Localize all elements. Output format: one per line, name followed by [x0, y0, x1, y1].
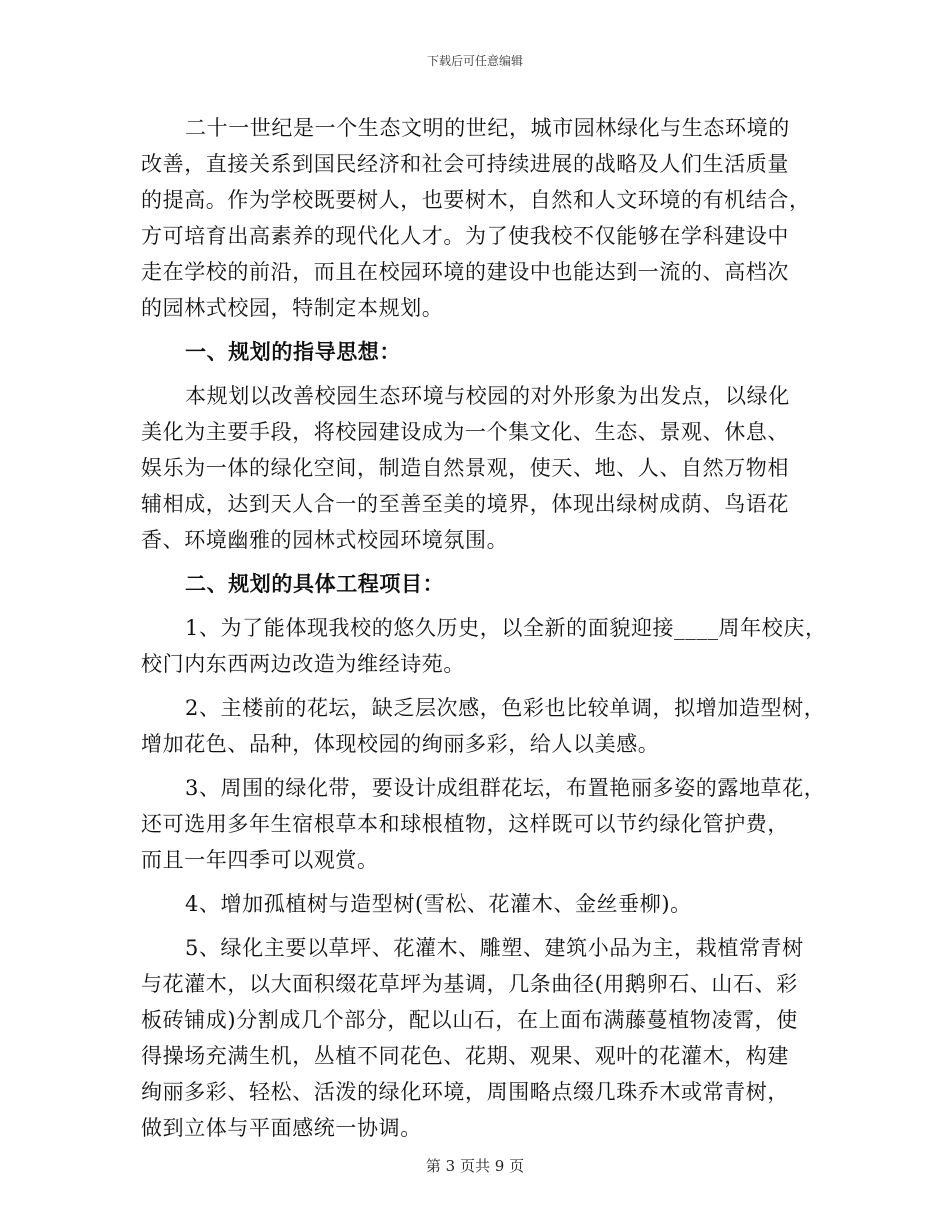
paragraph-line: 3、周围的绿化带，要设计成组群花坛，布置艳丽多姿的露地草花，	[185, 776, 826, 800]
project-item-4	[141, 886, 831, 922]
page-header: 下载后可任意编辑	[426, 54, 523, 68]
page-footer: 第 3 页共 9 页	[425, 1157, 525, 1175]
paragraph-line: 与花灌木，以大面积缀花草坪为基调，几条曲径(用鹅卵石、山石、彩	[141, 972, 798, 996]
paragraph-line: 4、增加孤植树与造型树(雪松、花灌木、金丝垂柳)。	[185, 892, 692, 916]
paragraph-line: 板砖铺成)分割成几个部分，配以山石，在上面布满藤蔓植物凌霄，使	[141, 1008, 798, 1032]
paragraph-line: 绚丽多彩、轻松、活泼的绿化环境，周围略点缀几珠乔木或常青树，	[141, 1080, 789, 1104]
paragraph-line: 娱乐为一体的绿化空间，制造自然景观，使天、地、人、自然万物相	[141, 456, 789, 480]
paragraph-line: 做到立体与平面感统一协调。	[141, 1116, 422, 1140]
guiding-ideology-paragraph	[141, 378, 831, 558]
project-item-2	[141, 690, 831, 762]
paragraph-line: 本规划以改善校园生态环境与校园的对外形象为出发点，以绿化	[185, 384, 790, 408]
section-heading-guiding-ideology: 一、规划的指导思想：	[185, 339, 401, 364]
project-item-1	[141, 610, 831, 682]
paragraph-line: 增加花色、品种，体现校园的绚丽多彩，给人以美感。	[141, 732, 660, 756]
document-body	[141, 110, 831, 1146]
paragraph-line: 香、环境幽雅的园林式校园环境氛围。	[141, 528, 509, 552]
paragraph-line: 辅相成，达到天人合一的至善至美的境界，体现出绿树成荫、鸟语花	[141, 492, 789, 516]
paragraph-line: 5、绿化主要以草坪、花灌木、雕塑、建筑小品为主，栽植常青树	[185, 936, 804, 960]
section-heading-projects: 二、规划的具体工程项目：	[185, 571, 445, 596]
paragraph-line: 还可选用多年生宿根草本和球根植物，这样既可以节约绿化管护费，	[141, 812, 789, 836]
paragraph-line: 美化为主要手段，将校园建设成为一个集文化、生态、景观、休息、	[141, 420, 789, 444]
paragraph-line: 校门内东西两边改造为维经诗苑。	[141, 652, 465, 676]
paragraph-line: 的提高。作为学校既要树人，也要树木，自然和人文环境的有机结合，	[141, 188, 811, 212]
paragraph-line: 2、主楼前的花坛，缺乏层次感，色彩也比较单调，拟增加造型树，	[185, 696, 826, 720]
paragraph-line: 的园林式校园，特制定本规划。	[141, 296, 444, 320]
intro-paragraph	[141, 110, 831, 326]
paragraph-line: 得操场充满生机，丛植不同花色、花期、观果、观叶的花灌木，构建	[141, 1044, 789, 1068]
paragraph-line: 而且一年四季可以观赏。	[141, 848, 379, 872]
project-item-3	[141, 770, 831, 878]
paragraph-line: 二十一世纪是一个生态文明的世纪，城市园林绿化与生态环境的	[185, 116, 790, 140]
project-item-5	[141, 930, 831, 1146]
paragraph-line: 走在学校的前沿，而且在校园环境的建设中也能达到一流的、高档次	[141, 260, 789, 284]
paragraph-line: 方可培育出高素养的现代化人才。为了使我校不仅能够在学科建设中	[141, 224, 789, 248]
paragraph-line: 改善，直接关系到国民经济和社会可持续进展的战略及人们生活质量	[141, 152, 789, 176]
paragraph-line: 1、为了能体现我校的悠久历史，以全新的面貌迎接____周年校庆，	[185, 616, 827, 640]
